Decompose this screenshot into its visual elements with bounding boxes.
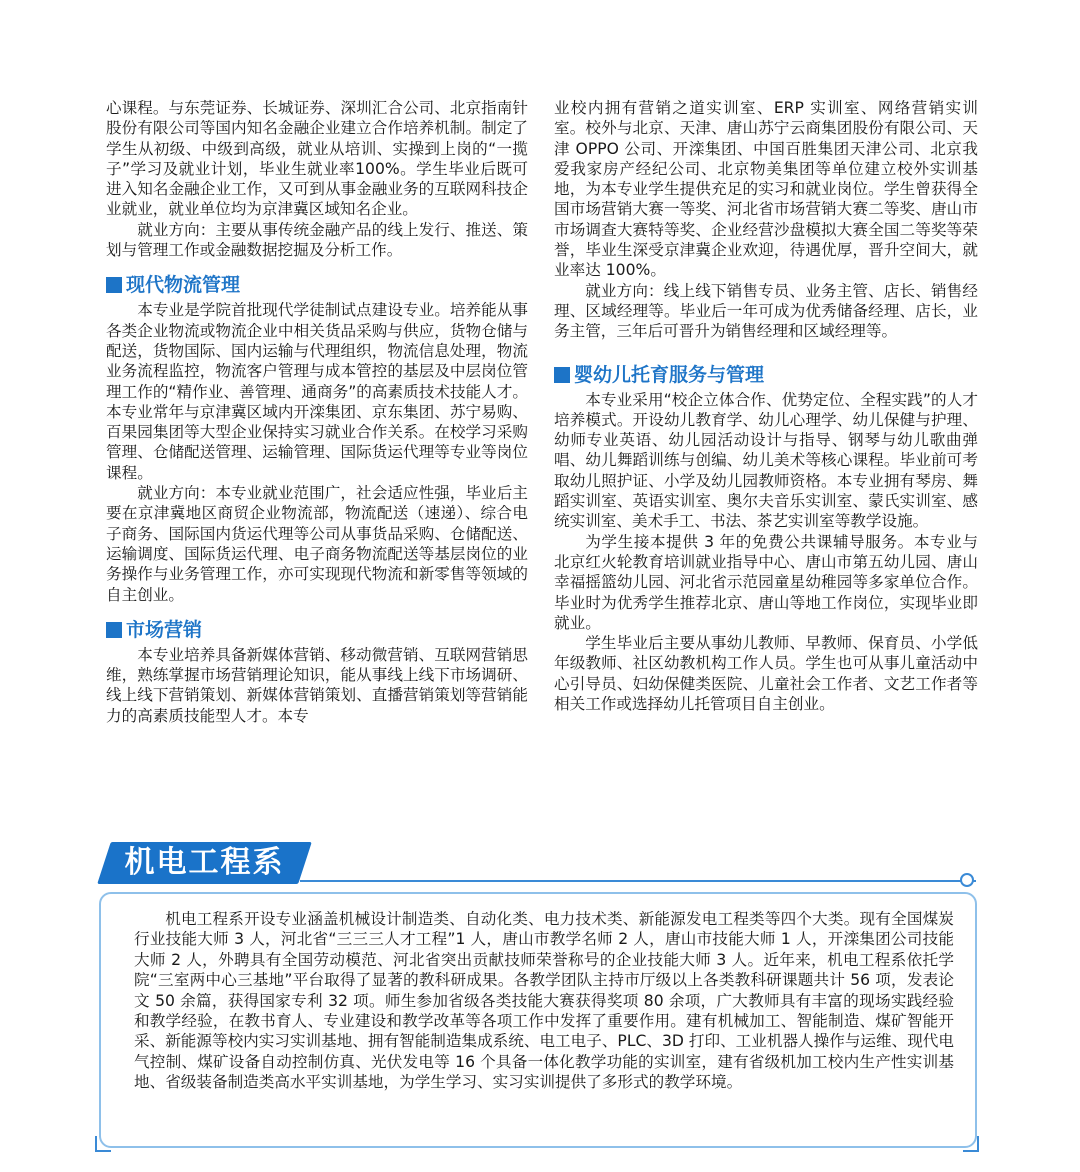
banner-line xyxy=(300,880,976,882)
department-body: 机电工程系开设专业涵盖机械设计制造类、自动化类、电力技术类、新能源发电工程类等四个大类。现有全国煤炭行业技能大师 3 人，河北省“三三三人才工程”1 人，唐山市教学名师 2 人，唐山市技能大师 1 人，开滦集团公司技能大师 2 人，外聘具有全国劳动模范、河北省突出贡献技师荣誉称号的企业技能大师 3 人。近年来，机电工程系依托学院“三室两中心三基地”平台取得了显著的教科研成果。各教学团队主持市厅级以上各类教科研课题共计 56 项，发表论文 50 余篇，获得国家专利 32 项。师生参加省级各类技能大赛获得奖项 80 余项，广大教师具有丰富的现场实践经验和教学经验，在教书育人、专业建设和教学改革等各项工作中发挥了重要作用。建有机械加工、智能制造、煤矿智能开采、新能源等校内实习实训基地、拥有智能制造集成系统、电工电子、PLC、3D 打印、工业机器人操作与运维、现代电气控制、煤矿设备自动控制仿真、光伏发电等 16 个具备一体化教学功能的实训室，建有省级机加工校内生产性实训基地、省级装备制造类高水平实训基地，为学生学习、实习实训提供了多形式的教学环境。 xyxy=(134,910,954,1092)
marketing-continued: 业校内拥有营销之道实训室、ERP 实训室、网络营销实训室。校外与北京、天津、唐山苏宁云商集团股份有限公司、天津 OPPO 公司、开滦集团、中国百胜集团天津公司、北京我爱我家房产经纪公司、北京物美集团等单位建立校外实训基地，为本专业学生提供充足的实习和就业岗位。学生曾获得全国市场营销大赛一等奖、河北省市场营销大赛二等奖、唐山市市场调查大赛特等奖、企业经营沙盘模拟大赛全国二等奖等荣誉，毕业生深受京津冀企业欢迎，待遇优厚，晋升空间大，就业率达 100%。 xyxy=(554,99,978,280)
logistics-employment: 就业方向：本专业就业范围广，社会适应性强，毕业后主要在京津冀地区商贸企业物流部，物流配送（速递）、综合电子商务、国际国内货运代理等公司从事货品采购、仓储配送、运输调度、国际货运代理、电子商务物流配送等基层岗位的业务操作与业务管理工作，亦可实现现代物流和新零售等领域的自主创业。 xyxy=(106,484,528,604)
square-bullet-icon xyxy=(106,622,122,638)
childcare-intro: 本专业采用“校企立体合作、优势定位、全程实践”的人才培养模式。开设幼儿教育学、幼儿心理学、幼儿保健与护理、幼师专业英语、幼儿园活动设计与指导、钢琴与幼儿歌曲弹唱、幼儿舞蹈训练与创编、幼儿美术等核心课程。毕业前可考取幼儿照护证、小学及幼儿园教师资格。本专业拥有琴房、舞蹈实训室、英语实训室、奥尔夫音乐实训室、蒙氏实训室、感统实训室、美术手工、书法、茶艺实训室等教学设施。 xyxy=(554,390,978,531)
section-title: 现代物流管理 xyxy=(126,274,241,297)
left-column xyxy=(106,98,528,726)
department-title: 机电工程系 xyxy=(124,845,285,880)
frame-corner-icon xyxy=(95,1136,111,1152)
finance-employment: 就业方向：主要从事传统金融产品的线上发行、推送、策划与管理工作或金融数据挖掘及分析工作。 xyxy=(106,220,528,260)
square-bullet-icon xyxy=(554,367,570,383)
banner-dot-icon xyxy=(960,873,974,887)
marketing-intro: 本专业培养具备新媒体营销、移动微营销、互联网营销思维，熟练掌握市场营销理论知识，能从事线上线下市场调研、线上线下营销策划、新媒体营销策划、直播营销策划等营销能力的高素质技能型人才。本专 xyxy=(106,645,528,725)
section-title: 婴幼儿托育服务与管理 xyxy=(574,363,765,386)
section-heading-marketing xyxy=(106,618,528,642)
marketing-employment: 就业方向：线上线下销售专员、业务主管、店长、销售经理、区域经理等。毕业后一年可成为优秀储备经理、店长，业务主管，三年后可晋升为销售经理和区域经理等。 xyxy=(554,281,978,341)
section-heading-logistics xyxy=(106,273,528,297)
department-title-banner xyxy=(97,842,312,884)
childcare-employment: 学生毕业后主要从事幼儿教师、早教师、保育员、小学低年级教师、社区幼教机构工作人员。学生也可从事儿童活动中心引导员、妇幼保健类医院、儿童社会工作者、文艺工作者等相关工作或选择幼儿托管项目自主创业。 xyxy=(554,634,978,714)
section-heading-childcare xyxy=(554,363,978,387)
logistics-intro: 本专业是学院首批现代学徒制试点建设专业。培养能从事各类企业物流或物流企业中相关货品采购与供应，货物仓储与配送，货物国际、国内运输与代理组织，物流信息处理，物流业务流程监控，物流客户管理与成本管控的基层及中层岗位管理工作的“精作业、善管理、通商务”的高素质技术技能人才。本专业常年与京津冀区域内开滦集团、京东集团、苏宁易购、百果园集团等大型企业保持实习就业合作关系。在校学习采购管理、仓储配送管理、运输管理、国际货运代理等专业等岗位课程。 xyxy=(106,301,528,482)
finance-paragraph: 心课程。与东莞证券、长城证券、深圳汇合公司、北京指南针股份有限公司等国内知名金融企业建立合作培养机制。制定了学生从初级、中级到高级，就业从培训、实操到上岗的“一揽子”学习及就业计划，毕业生就业率100%。学生毕业后既可进入知名金融企业工作，又可到从事金融业务的互联网科技企业就业，就业单位均为京津冀区域知名企业。 xyxy=(106,99,528,219)
section-title: 市场营销 xyxy=(126,618,203,641)
frame-corner-icon xyxy=(963,1136,979,1152)
childcare-cooperation: 为学生接本提供 3 年的免费公共课辅导服务。本专业与北京红火轮教育培训就业指导中心、唐山市第五幼儿园、唐山幸福摇篮幼儿园、河北省示范园童星幼稚园等多家单位合作。毕业时为优秀学生推荐北京、唐山等地工作岗位，实现毕业即就业。 xyxy=(554,532,978,632)
department-description xyxy=(134,909,954,1093)
right-column xyxy=(554,98,978,714)
square-bullet-icon xyxy=(106,277,122,293)
